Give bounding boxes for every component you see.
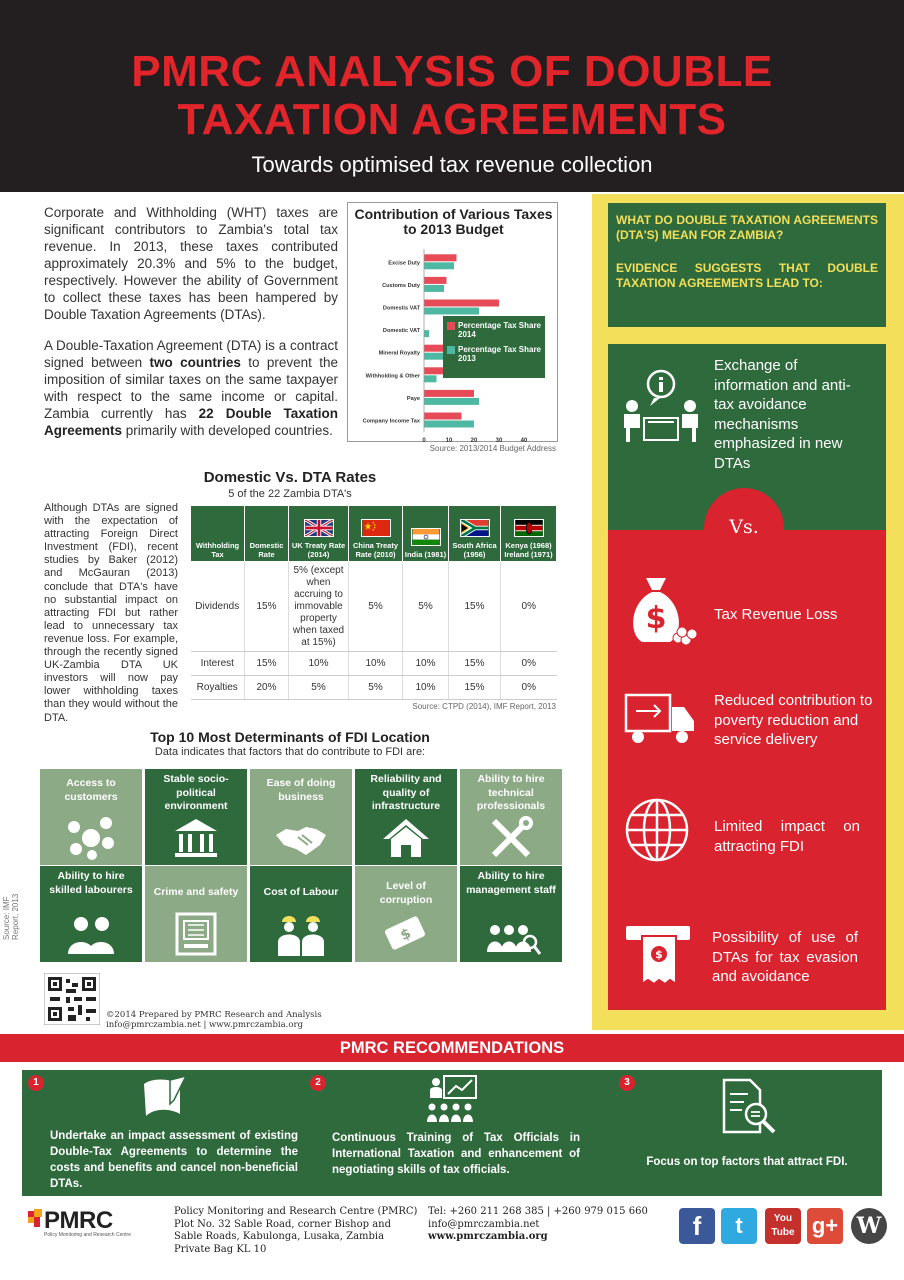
chart-bar (424, 413, 462, 420)
table-row (191, 652, 557, 676)
management-team-icon (486, 912, 542, 958)
chart-bar (424, 375, 437, 382)
chart-bar (424, 390, 474, 397)
table-cell: 15% (449, 652, 501, 676)
col-header-kenya-ireland (501, 506, 557, 562)
fdi-factor-label: Stable socio-political environment (163, 773, 229, 812)
fdi-factor-label: Access to customers (64, 777, 118, 803)
dta-rates-title: Domestic Vs. DTA Rates (203, 469, 377, 486)
meeting-icon (618, 368, 704, 446)
intro-text (44, 204, 338, 453)
table-cell: 5% (349, 676, 403, 700)
col-header-text: Kenya (1968) Ireland (1971) (504, 541, 553, 559)
table-cell: 15% (245, 652, 289, 676)
fdi-factor-technical-professionals (460, 769, 562, 865)
chart-category-label: Excise Duty (388, 260, 420, 267)
fdi-factor-label: Level of corruption (379, 880, 433, 906)
chart-category-label: Paye (406, 395, 420, 402)
col-header-text: South Africa (1956) (452, 541, 497, 559)
document-search-icon (720, 1078, 782, 1140)
legend-item-2013 (447, 345, 541, 363)
address-line: Plot No. 32 Sable Road, corner Bishop and (174, 1218, 392, 1230)
safe-icon (171, 912, 221, 958)
fdi-source: Source: IMF Report, 2013 (2, 893, 20, 940)
fdi-factor-stable-environment (145, 769, 247, 865)
chart-bar (424, 353, 444, 360)
chart-tick-label: 20 (470, 437, 478, 443)
fdi-factor-corruption (355, 866, 457, 962)
chart-category-label: Domestic VAT (382, 328, 420, 335)
negative-effect-2: Reduced contribution to poverty reduction and service delivery (714, 692, 873, 748)
recommendation-number-1: 1 (28, 1075, 44, 1091)
row-label: Dividends (191, 562, 245, 652)
social-network-icon (66, 815, 116, 861)
wordpress-icon[interactable]: W (851, 1208, 887, 1244)
tax-bill-icon (624, 922, 700, 990)
col-header-text: Withholding Tax (195, 541, 240, 559)
col-header-domestic (245, 506, 289, 562)
fdi-factor-label: Crime and safety (153, 886, 239, 898)
chart-bar (424, 262, 454, 269)
title-line-1: PMRC ANALYSIS OF DOUBLE (131, 47, 773, 96)
table-row (191, 676, 557, 700)
table-cell: 15% (449, 676, 501, 700)
col-header-text: Domestic Rate (249, 541, 284, 559)
intro-paragraph-1: Corporate and Withholding (WHT) taxes are significant contributors to Zambia's total tax revenue. In 2013, these taxes contributed approximately 20.3% and 5% to the budget, respectively. However the ability of Government to collect these taxes has been hampered by Double Taxation Agreements (DTAs). (44, 205, 338, 322)
vs-label: Vs. (729, 516, 759, 538)
fdi-factor-label: Reliability and quality of infrastructure (370, 773, 442, 812)
fdi-factor-access-to-customers (40, 769, 142, 865)
house-icon (381, 815, 431, 861)
contact-website[interactable]: www.pmrczambia.org (428, 1231, 548, 1242)
twitter-icon[interactable]: t (721, 1208, 757, 1244)
address-line: Sable Roads, Kabulonga, Lusaka, Zambia (174, 1231, 385, 1242)
fdi-factor-management-staff (460, 866, 562, 962)
government-building-icon (171, 815, 221, 861)
chart-category-label: Domestis VAT (382, 305, 420, 312)
fdi-factor-cost-of-labour (250, 866, 352, 962)
title-line-2: TAXATION AGREEMENTS (177, 95, 727, 144)
google-plus-icon[interactable]: g+ (807, 1208, 843, 1244)
truck-icon (624, 693, 696, 745)
fdi-factor-label: Ability to hire management staff (466, 870, 556, 896)
col-header-withholding (191, 506, 245, 562)
dta-table-source: Source: CTPD (2014), IMF Report, 2013 (412, 702, 556, 711)
recommendations-title: PMRC RECOMMENDATIONS (0, 1034, 904, 1062)
fdi-factor-label: Ability to hire technical professionals (476, 773, 546, 812)
pmrc-logo[interactable] (28, 1207, 154, 1239)
money-bag-icon (624, 572, 702, 650)
fdi-factor-ease-of-business (250, 769, 352, 865)
intro-p2-a: A Double-Taxation Agreement (DTA) is a contract signed between (44, 338, 338, 370)
intro-p2-e: primarily with developed countries. (122, 423, 333, 438)
dta-explanation: Although DTAs are signed with the expectation of attracting Foreign Direct Investment (FDI), recent studies by Baker (2012) and McGauran (2013) conclude that DTA's have no substantial impact on attracting FDI but rather lead to unnecessary tax revenue loss. For example, through the recently signed UK-Zambia DTA UK investors will now pay lower withholding taxes than they would without the DTA. (44, 502, 178, 724)
chart-category-label: Withholding & Other (365, 373, 420, 380)
recommendation-number-2: 2 (310, 1075, 326, 1091)
svg-text:$: $ (655, 948, 663, 961)
row-label: Interest (191, 652, 245, 676)
scroll-quill-icon (140, 1076, 192, 1122)
contact-phone: Tel: +260 211 268 385 | +260 979 015 660 (428, 1206, 648, 1217)
kenya-flag-icon (514, 519, 544, 537)
col-header-text: UK Treaty Rate (2014) (291, 541, 346, 559)
svg-text:$: $ (645, 601, 667, 636)
chart-bar (424, 367, 444, 374)
chart-category-label: Company Income Tax (362, 418, 420, 425)
legend-label-2013: Percentage Tax Share 2013 (458, 345, 542, 363)
panel-question-box (608, 203, 886, 327)
fdi-factor-infrastructure (355, 769, 457, 865)
table-cell: 10% (349, 652, 403, 676)
panel-question: WHAT DO DOUBLE TAXATION AGREEMENTS (DTA'S) MEAN FOR ZAMBIA? (616, 213, 878, 242)
table-cell: 10% (403, 676, 449, 700)
chart-bar (424, 398, 479, 405)
recommendation-3-text: Focus on top factors that attract FDI. (646, 1156, 848, 1168)
col-header-south-africa (449, 506, 501, 562)
col-header-text: India (1981) (404, 550, 447, 559)
pmrc-logo-text: PMRC (44, 1207, 113, 1234)
footer-contact (428, 1206, 648, 1244)
training-class-icon (426, 1074, 478, 1126)
table-cell: 10% (289, 652, 349, 676)
panel-evidence: EVIDENCE SUGGESTS THAT DOUBLE TAXATION AGREEMENTS LEAD TO: (616, 261, 878, 290)
intro-paragraph-2 (44, 337, 338, 439)
legend-swatch-2014 (447, 322, 455, 330)
table-cell: 5% (349, 562, 403, 652)
col-header-india (403, 506, 449, 562)
recommendation-number-3: 3 (619, 1075, 635, 1091)
money-handcuff-icon (381, 912, 431, 958)
chart-bar (424, 300, 499, 307)
fdi-factor-crime-safety (145, 866, 247, 962)
chart-category-label: Mineral Royalty (378, 350, 420, 357)
table-cell: 0% (501, 676, 557, 700)
copyright-line-2: info@pmrczambia.net | www.pmrczambia.org (106, 1020, 304, 1030)
intro-p2-bold-1: two countries (149, 355, 241, 370)
col-header-uk (289, 506, 349, 562)
facebook-icon[interactable]: f (679, 1208, 715, 1244)
intro-p2-bold-2: 22 Double Taxation Agreements (44, 406, 338, 438)
table-row (191, 562, 557, 652)
legend-item-2014 (447, 321, 541, 339)
fdi-title: Top 10 Most Determinants of FDI Location (150, 729, 430, 745)
row-label: Royalties (191, 676, 245, 700)
chart-tick-label: 40 (520, 437, 528, 443)
chart-bar (424, 254, 457, 261)
pmrc-logo-mark (28, 1209, 42, 1229)
uk-flag-icon (304, 519, 334, 537)
chart-bar (424, 308, 479, 315)
chart-bar (424, 277, 447, 284)
fdi-factor-label: Cost of Labour (263, 886, 339, 898)
dta-rates-table (190, 505, 557, 700)
address-line: Private Bag KL 10 (174, 1243, 267, 1255)
col-header-text: China Treaty Rate (2010) (352, 541, 398, 559)
youtube-icon[interactable]: You Tube (765, 1208, 801, 1244)
table-cell: 10% (403, 652, 449, 676)
fdi-subtitle: Data indicates that factors that do contribute to FDI are: (154, 746, 426, 758)
legend-label-2014: Percentage Tax Share 2014 (458, 321, 542, 339)
intro-p2-c: to prevent the imposition of similar taxes on the same taxpayer with respect to the same income or capital. Zambia currently has (44, 355, 338, 421)
footer-address (174, 1206, 417, 1256)
table-cell: 5% (289, 676, 349, 700)
table-cell: 0% (501, 652, 557, 676)
chart-source: Source: 2013/2014 Budget Address (429, 444, 556, 453)
chart-bar (424, 285, 444, 292)
table-cell: 15% (245, 562, 289, 652)
recommendation-1-text: Undertake an impact assessment of existing Double-Tax Agreements to determine the costs and benefits and cancel non-beneficial DTAs. (50, 1130, 298, 1190)
legend-swatch-2013 (447, 346, 455, 354)
table-header-row (191, 506, 557, 562)
chart-tick-label: 0 (422, 437, 426, 443)
qr-code[interactable] (44, 973, 100, 1025)
china-flag-icon (361, 519, 391, 537)
table-cell: 20% (245, 676, 289, 700)
negative-effect-4: Possibility of use of DTAs for tax evasion and avoidance (712, 929, 858, 985)
copyright-note (106, 1010, 322, 1030)
chart-tick-label: 10 (445, 437, 453, 443)
chart-legend (443, 316, 545, 378)
page-subtitle: Towards optimised tax revenue collection (251, 152, 653, 177)
table-cell: 5% (except when accruing to immovable property when taxed at 15%) (289, 562, 349, 652)
table-cell: 5% (403, 562, 449, 652)
negative-effect-3: Limited impact on attracting FDI (714, 818, 860, 855)
globe-icon (624, 797, 690, 863)
workers-icon (66, 912, 116, 958)
page-title (0, 48, 904, 144)
fdi-factor-label: Ability to hire skilled labourers (49, 870, 133, 896)
fdi-factor-skilled-labourers (40, 866, 142, 962)
chart-bar (424, 330, 429, 337)
negative-effect-1: Tax Revenue Loss (714, 606, 838, 623)
chart-title: Contribution of Various Taxes to 2013 Budget (354, 206, 553, 237)
positive-effect-text: Exchange of information and anti-tax avoidance mechanisms emphasized in new DTAs (714, 357, 851, 472)
construction-workers-icon (276, 912, 326, 958)
table-cell: 0% (501, 562, 557, 652)
recommendation-2-text: Continuous Training of Tax Officials in International Taxation and enhancement of negotiating skills of tax officials. (332, 1132, 580, 1176)
chart-bar (424, 421, 474, 428)
south-africa-flag-icon (460, 519, 490, 537)
pmrc-logo-tagline: Policy Monitoring and Research Centre (44, 1232, 131, 1238)
tools-icon (486, 815, 536, 861)
handshake-icon (276, 815, 326, 861)
chart-tick-label: 30 (495, 437, 503, 443)
table-cell: 15% (449, 562, 501, 652)
contact-email[interactable]: info@pmrczambia.net (428, 1218, 540, 1230)
svg-text:$: $ (398, 925, 414, 945)
copyright-line-1: ©2014 Prepared by PMRC Research and Analysis (106, 1010, 322, 1020)
address-line: Policy Monitoring and Research Centre (PMRC) (174, 1206, 418, 1217)
col-header-china (349, 506, 403, 562)
dta-rates-subtitle: 5 of the 22 Zambia DTA's (228, 488, 352, 500)
chart-category-label: Customs Duty (382, 282, 420, 289)
fdi-factor-label: Ease of doing business (266, 777, 336, 803)
india-flag-icon (411, 528, 441, 546)
